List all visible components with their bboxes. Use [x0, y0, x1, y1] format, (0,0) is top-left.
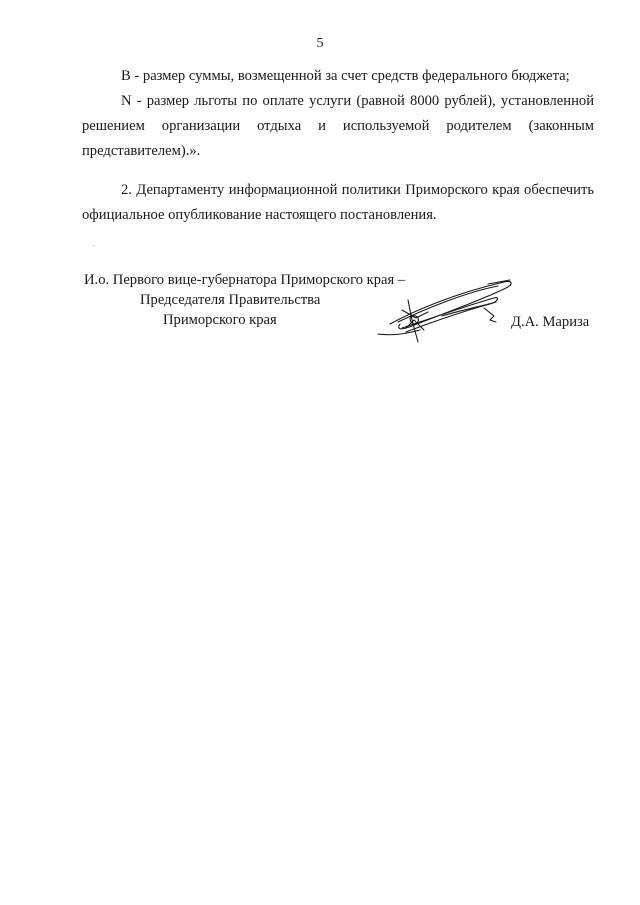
- signatory-title-line-1: И.о. Первого вице-губернатора Приморского края –: [84, 272, 406, 288]
- paragraph-publication-order: 2. Департаменту информационной политики Приморского края обеспечить официальное опубликование настоящего постановления.: [82, 182, 594, 223]
- handwritten-signature-icon: [372, 272, 522, 344]
- scan-speck: [93, 245, 95, 246]
- signature-block: [0, 272, 640, 352]
- signatory-title-line-2: Председателя Правительства: [140, 292, 321, 308]
- paragraph-b-definition: B - размер суммы, возмещенной за счет средств федерального бюджета;: [121, 68, 570, 84]
- document-body: [82, 64, 594, 228]
- paragraph-n-definition: N - размер льготы по оплате услуги (равной 8000 рублей), установленной решением организации отдыха и используемой родителем (законным представителем).».: [82, 93, 594, 159]
- signatory-title-line-3: Приморского края: [163, 312, 277, 328]
- signatory-name: Д.А. Мариза: [511, 314, 590, 330]
- page-number: 5: [316, 36, 324, 51]
